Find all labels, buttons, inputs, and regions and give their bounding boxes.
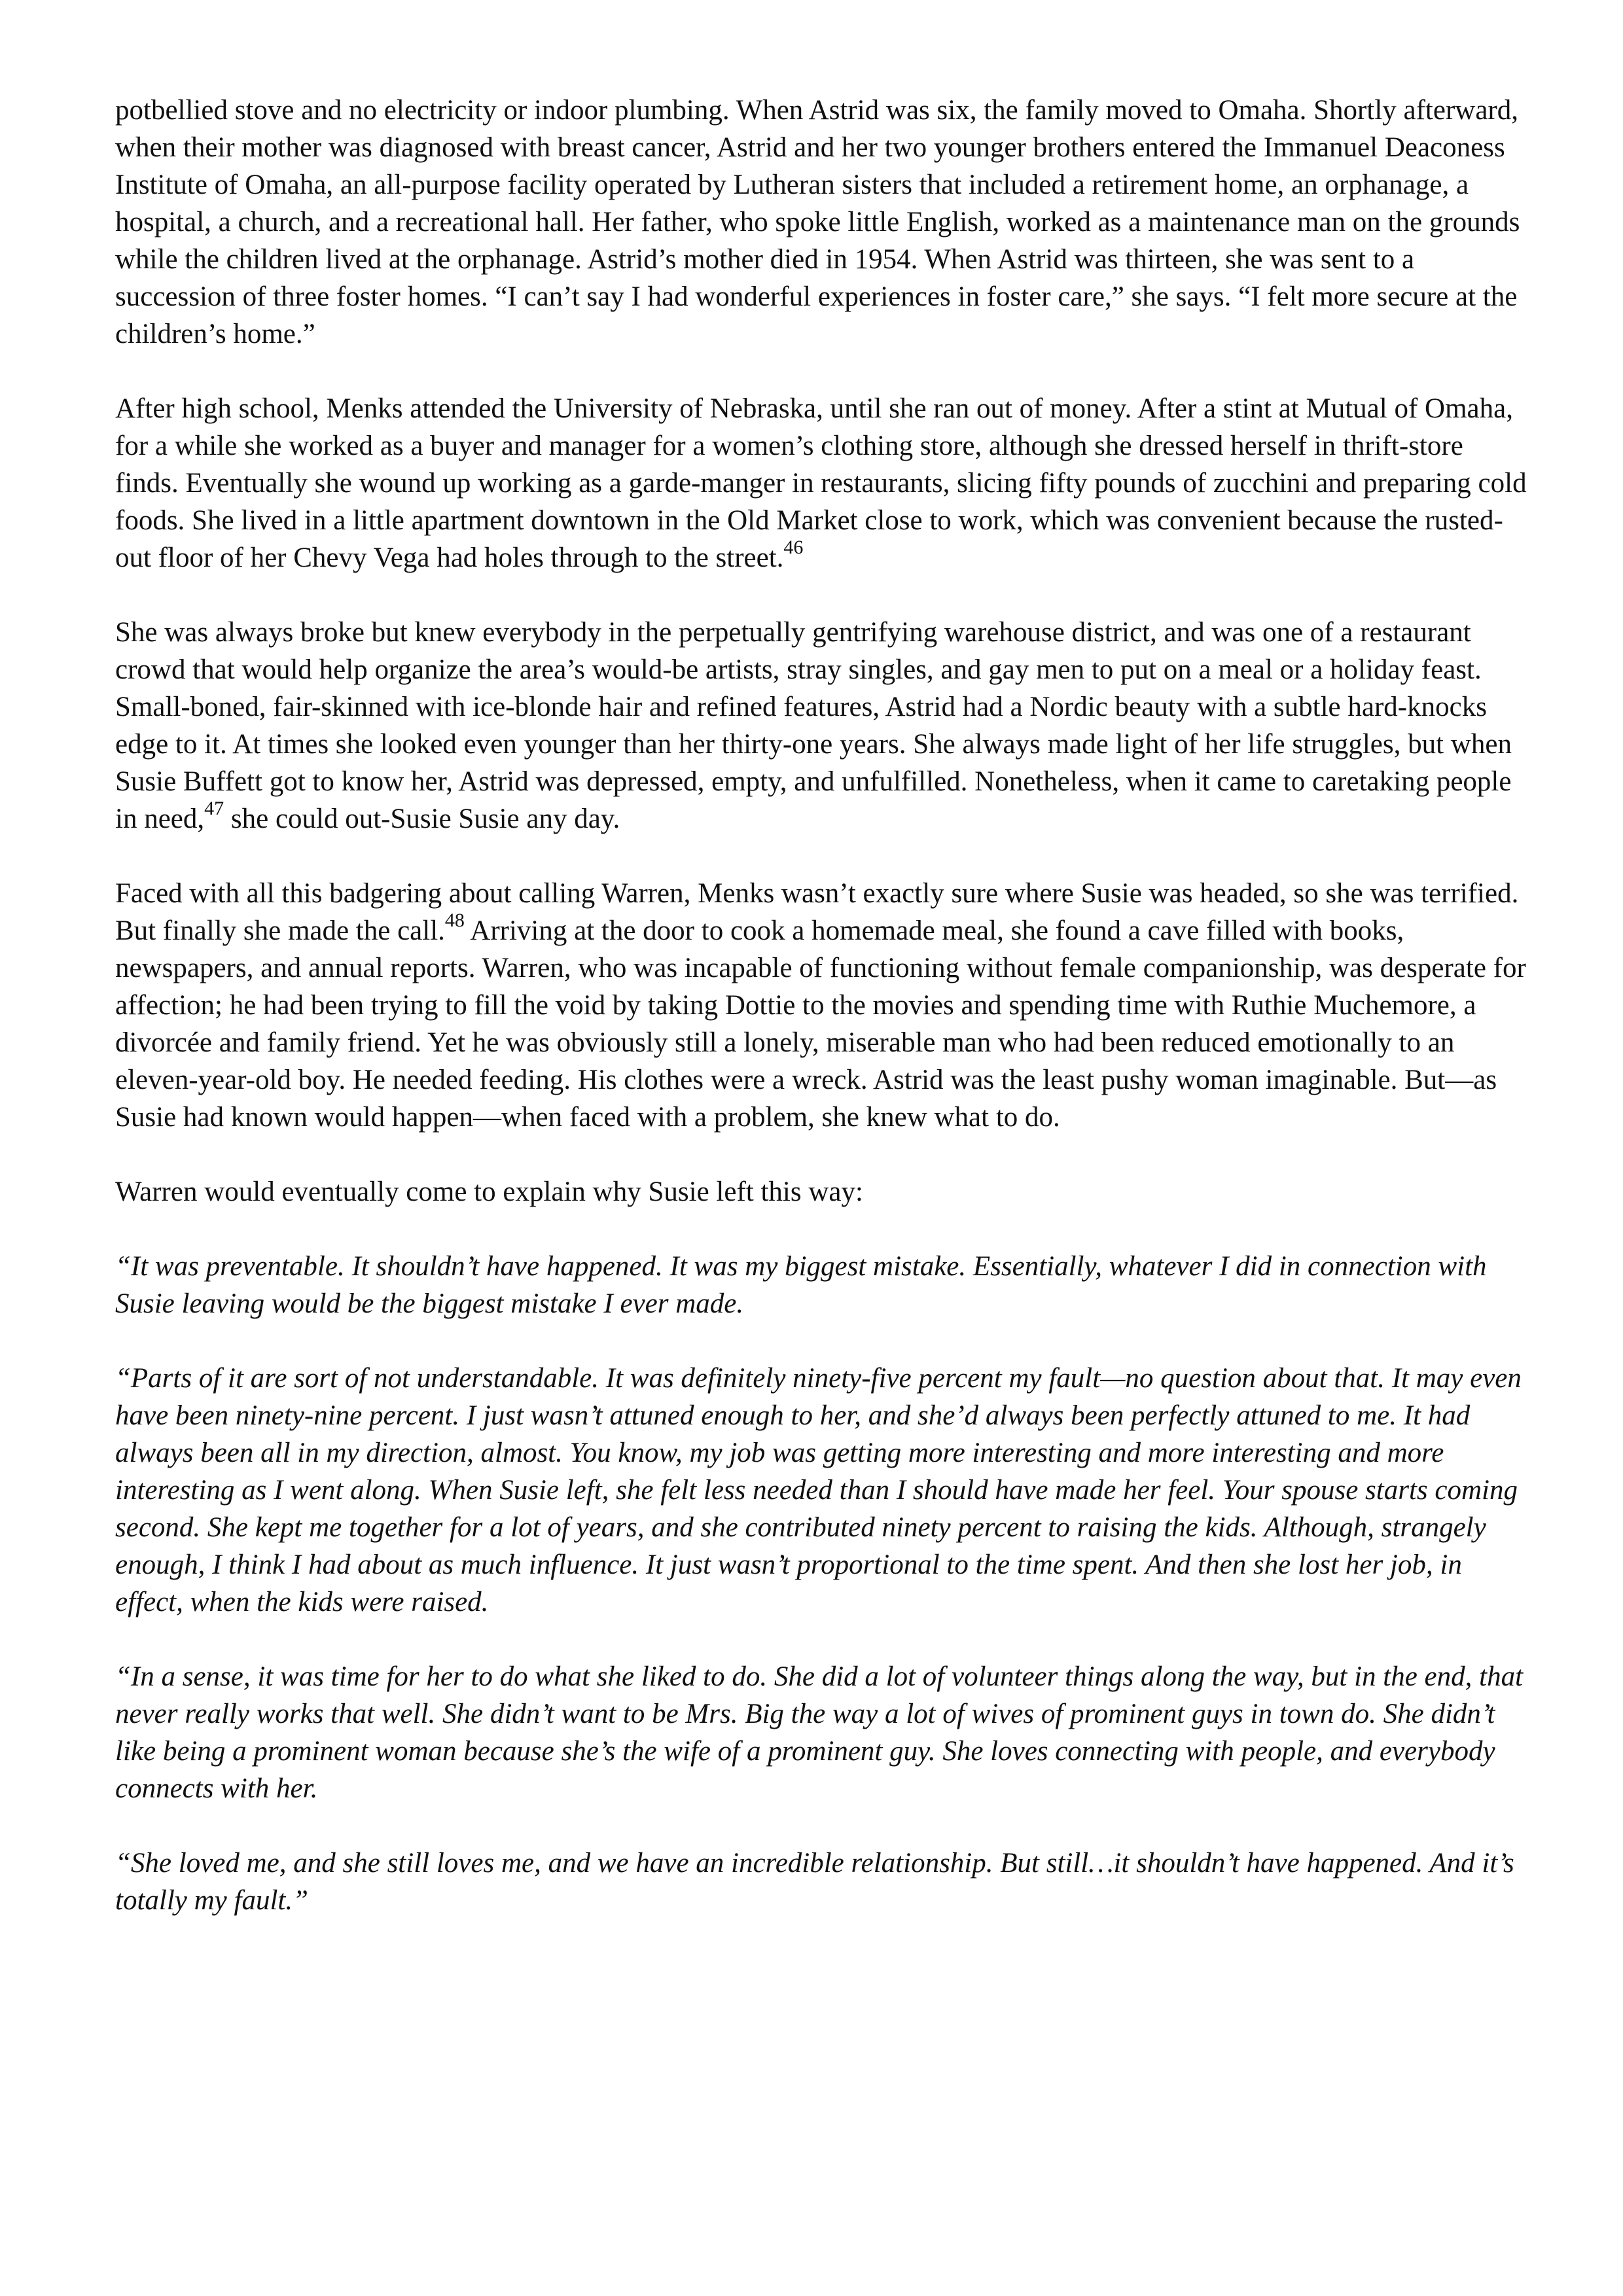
paragraph-text: she could out-Susie Susie any day. bbox=[224, 804, 620, 834]
quote-text: “Parts of it are sort of not understandable. It was definitely ninety-five percent my fault—no question about that. It may even have been ninety-nine percent. I just wasn’t attuned enough to her, and she’d always been perfectly attuned to me. It had always been all in my direction, almost. You know, my job was getting more interesting and more interesting and more interesting as I went along. When Susie left, she felt less needed than I should have made her feel. Your spouse starts coming second. She kept me together for a lot of years, and she contributed ninety percent to raising the kids. Although, strangely enough, I think I had about as much influence. It just wasn’t proportional to the time spent. And then she lost her job, in effect, when the kids were raised. bbox=[115, 1363, 1522, 1617]
paragraph-4 bbox=[115, 875, 1529, 1136]
paragraph-text: potbellied stove and no electricity or indoor plumbing. When Astrid was six, the family moved to Omaha. Shortly afterward, when their mother was diagnosed with breast cancer, Astrid and her two younger brothers entered the Immanuel Deaconess Institute of Omaha, an all-purpose facility operated by Lutheran sisters that included a retirement home, an orphanage, a hospital, a church, and a recreational hall. Her father, who spoke little English, worked as a maintenance man on the grounds while the children lived at the orphanage. Astrid’s mother died in 1954. When Astrid was thirteen, she was sent to a succession of three foster homes. “I can’t say I had wonderful experiences in foster care,” she says. “I felt more secure at the children’s home.” bbox=[115, 95, 1520, 349]
footnote-marker[interactable]: 46 bbox=[783, 537, 804, 558]
paragraph-5 bbox=[115, 1173, 1529, 1210]
footnote-marker[interactable]: 48 bbox=[444, 910, 465, 931]
paragraph-3 bbox=[115, 614, 1529, 838]
paragraph-text: Warren would eventually come to explain why Susie left this way: bbox=[115, 1176, 863, 1207]
paragraph-2 bbox=[115, 390, 1529, 576]
quote-paragraph-4 bbox=[115, 1845, 1529, 1919]
document-page bbox=[115, 92, 1529, 1956]
paragraph-text: She was always broke but knew everybody in the perpetually gentrifying warehouse district, and was one of a restaurant crowd that would help organize the area’s would-be artists, stray singles, and gay men to put on a meal or a holiday feast. Small-boned, fair-skinned with ice-blonde hair and refined features, Astrid had a Nordic beauty with a subtle hard-knocks edge to it. At times she looked even younger than her thirty-one years. She always made light of her life struggles, but when Susie Buffett got to know her, Astrid was depressed, empty, and unfulfilled. Nonetheless, when it came to caretaking people in need, bbox=[115, 617, 1512, 834]
quote-text: “She loved me, and she still loves me, and we have an incredible relationship. But still…it shouldn’t have happened. And it’s totally my fault.” bbox=[115, 1848, 1514, 1916]
quote-paragraph-2 bbox=[115, 1360, 1529, 1621]
paragraph-text: Faced with all this badgering about calling Warren, Menks wasn’t exactly sure where Susie was headed, so she was terrified. But finally she made the call. bbox=[115, 878, 1519, 946]
paragraph-text: Arriving at the door to cook a homemade meal, she found a cave filled with books, newspapers, and annual reports. Warren, who was incapable of functioning without female companionship, was desperate for affection; he had been trying to fill the void by taking Dottie to the movies and spending time with Ruthie Muchemore, a divorcée and family friend. Yet he was obviously still a lonely, miserable man who had been reduced emotionally to an eleven-year-old boy. He needed feeding. His clothes were a wreck. Astrid was the least pushy woman imaginable. But—as Susie had known would happen—when faced with a problem, she knew what to do. bbox=[115, 915, 1526, 1133]
quote-text: “It was preventable. It shouldn’t have happened. It was my biggest mistake. Essentially, whatever I did in connection with Susie leaving would be the biggest mistake I ever made. bbox=[115, 1251, 1487, 1319]
quote-paragraph-3 bbox=[115, 1658, 1529, 1807]
paragraph-text: After high school, Menks attended the University of Nebraska, until she ran out of money. After a stint at Mutual of Omaha, for a while she worked as a buyer and manager for a women’s clothing store, although she dressed herself in thrift-store finds. Eventually she wound up working as a garde-manger in restaurants, slicing fifty pounds of zucchini and preparing cold foods. She lived in a little apartment downtown in the Old Market close to work, which was convenient because the rusted-out floor of her Chevy Vega had holes through to the street. bbox=[115, 393, 1527, 573]
paragraph-1 bbox=[115, 92, 1529, 353]
quote-paragraph-1 bbox=[115, 1248, 1529, 1322]
footnote-marker[interactable]: 47 bbox=[204, 798, 224, 819]
quote-text: “In a sense, it was time for her to do what she liked to do. She did a lot of volunteer things along the way, but in the end, that never really works that well. She didn’t want to be Mrs. Big the way a lot of wives of prominent guys in town do. She didn’t like being a prominent woman because she’s the wife of a prominent guy. She loves connecting with people, and everybody connects with her. bbox=[115, 1661, 1524, 1804]
